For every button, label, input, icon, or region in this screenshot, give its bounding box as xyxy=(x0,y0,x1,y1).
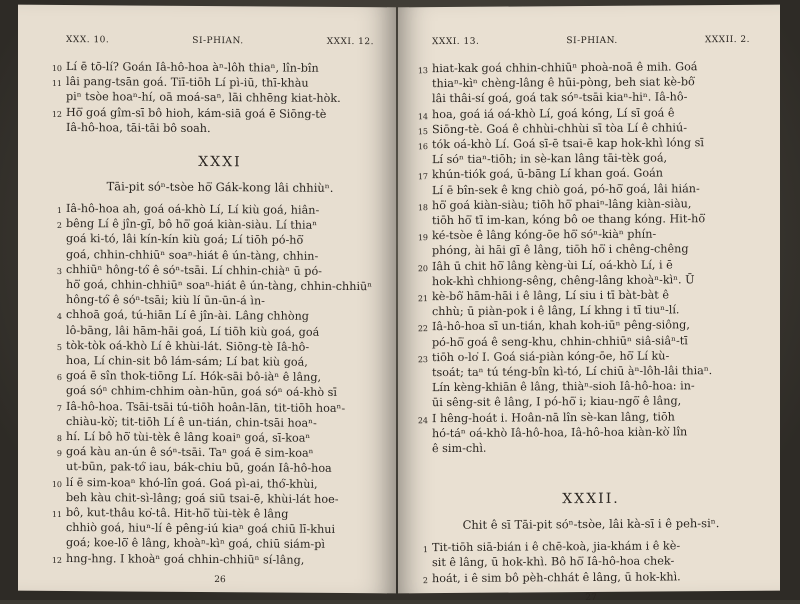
line-text: Iâ-hô-hoa ah, goá oá-khò Lí, Lí kiù goá, hiân- xyxy=(66,202,319,217)
verse-number: 1 xyxy=(50,203,62,218)
line-text: hó-táⁿ oá-khò Iâ-hô-hoa, Iâ-hô-hoa kiàn-kò͘ lîn xyxy=(432,425,687,440)
verse-number: 12 xyxy=(50,553,62,568)
line-text: tiōh o-lo͘ I. Goá siá-piàn kóng-ōe, hō͘ Lí kù- xyxy=(432,349,669,364)
verse-number: 10 xyxy=(50,477,62,492)
verse-number: 2 xyxy=(50,218,62,233)
line-text: lô-bāng, lâi hām-hāi goá, Lí tiōh kiù goá, goá xyxy=(66,324,319,339)
verse-number: 1 xyxy=(416,542,428,557)
line-text: Siōng-tè. Goá ê chhùi-chhùi sī tòa Lí ê chhiú- xyxy=(432,121,687,136)
left-top-verses xyxy=(66,59,374,137)
line-text: lâi thâi-sí goá, goá tak sóⁿ-tsāi kiaⁿ-hiⁿ. Iâ-hô- xyxy=(432,91,687,106)
line-text: beh kàu chit-sì-lâng; goá siū tsai-ē, khùi-lát hoe- xyxy=(66,491,339,506)
line-text: ūi sêng-sit ê lâng, I pó-hō͘ i; kiau-ngō͘ ê lâng, xyxy=(432,395,681,410)
verse-number: 6 xyxy=(50,370,62,385)
line-text: ké-tsòe ê lâng kóng-ōe hō͘ sóⁿ-kiàⁿ phín- xyxy=(432,228,656,243)
left-chapter-title: Tāi-pit sóⁿ-tsòe hō͘ Gák-kong lâi chhiùⁿ. xyxy=(66,179,374,195)
line-text: chhiūⁿ hông-tó͘ ê sóⁿ-tsāi. Lí chhin-chiàⁿ ū pó- xyxy=(66,263,322,278)
verse-number: 11 xyxy=(50,76,62,91)
line-text: hng-hng. I khoàⁿ goá chhin-chhiūⁿ sí-lâng, xyxy=(66,552,304,567)
line-text: bêng Lí ê jîn-gī, bô hō͘ goá kiàn-siàu. Lí thiaⁿ xyxy=(66,217,317,232)
verse-number: 5 xyxy=(50,340,62,355)
right-page xyxy=(398,5,780,594)
verse-number: 11 xyxy=(50,507,62,522)
line-text: tòk-tòk oá-khò Lí ê khùi-lát. Siōng-tè Iâ-hô- xyxy=(66,339,309,354)
line-text: Lí ē tō-lí? Goán Iâ-hô-hoa àⁿ-lôh thiaⁿ, lîn-bîn xyxy=(66,60,319,75)
verse-number: 9 xyxy=(50,446,62,461)
line-text: chhù; ū piàn-pok i ê lâng, Lí khng i tī tiuⁿ-lí. xyxy=(432,304,679,319)
line-text: sit ê lâng, ū hok-khì. Bô hō͘ Iâ-hô-hoa chek- xyxy=(432,555,674,570)
verse-number: 19 xyxy=(416,230,428,245)
verse-number: 18 xyxy=(416,200,428,215)
line-text: bô, kut-thâu ko͘-tâ. Hit-hō͘ tùi-tèk ê lâng xyxy=(66,506,288,521)
line-text: ê sim-chì. xyxy=(432,442,487,455)
line-text: hō͘ goá, chhin-chhiūⁿ soaⁿ-hiát ê ún-tàng, chhin-chhiūⁿ xyxy=(66,278,372,293)
verse-number: 2 xyxy=(416,573,428,588)
right-bottom-verses xyxy=(432,538,750,586)
left-header-left: XXX. 10. xyxy=(66,35,109,45)
left-verses xyxy=(66,201,374,568)
text-line xyxy=(66,120,374,137)
line-text: khún-tiók goá, ū-bāng Lí khan goá. Goán xyxy=(432,167,663,182)
right-folio: 27 xyxy=(432,592,750,604)
left-header-right: XXXI. 12. xyxy=(327,37,374,47)
verse-number: 12 xyxy=(50,107,62,122)
line-text: goá sóⁿ chhim-chhim oàn-hūn, goá sóⁿ oá-khò sī xyxy=(66,384,337,399)
right-header-center: SI-PHIAN. xyxy=(566,36,617,46)
line-text: hoa, Lí chin-sit bô lám-sám; Lí bat kiù goá, xyxy=(66,354,308,369)
line-text: Iâh ū chit hō͘ lâng kèng-ùi Lí, oá-khò Lí, i ē xyxy=(432,258,673,273)
line-text: goá ē sîn thok-tiōng Lí. Hók-sāi bô-iàⁿ ê lâng, xyxy=(66,369,321,384)
verse-number: 16 xyxy=(416,139,428,154)
line-text: hoa, goá iá oá-khò Lí, goá kóng, Lí sī goá ê xyxy=(432,106,675,121)
left-page xyxy=(18,5,396,594)
left-chapter-heading: XXXI xyxy=(66,153,374,171)
line-text: hoát, i ê sim bô pèh-chhát ê lâng, ū hok-khì. xyxy=(432,570,681,585)
verse-number: 23 xyxy=(416,352,428,367)
left-header-center: SI-PHIAN. xyxy=(192,36,243,46)
line-text: Tit-tiōh siā-bián i ê chē-koà, jia-khám i ê kè- xyxy=(432,540,680,555)
line-text: lí ē sim-koaⁿ khó-lîn goá. Goá pì-ai, thó͘-khùi, xyxy=(66,476,318,491)
line-text: hō͘ goá kiàn-siàu; tiōh hō͘ phaiⁿ-lâng kiàn-siàu, xyxy=(432,197,691,212)
line-text: phóng, ài hāi gī ê lâng, tiōh hō͘ i chêng-chêng xyxy=(432,243,689,258)
line-text: hok-khì chhiong-sêng, chêng-lâng khoàⁿ-kìⁿ. Ū xyxy=(432,273,695,288)
line-text: Iâ-hô-hoa sī un-tián, khah koh-iūⁿ pêng-siông, xyxy=(432,319,690,334)
line-text: thiaⁿ-kìⁿ chèng-lâng ê hūi-pòng, beh siat kè-bô͘ xyxy=(432,75,695,90)
line-text: Iâ-hô-hoa, tāi-tāi bô soah. xyxy=(66,121,211,135)
right-running-header xyxy=(432,35,750,47)
line-text: kè-bô͘ hām-hāi i ê lâng, Lí siu i tī bàt-bàt ê xyxy=(432,288,669,303)
verse-number: 14 xyxy=(416,109,428,124)
line-text: Lí ē bîn-sek ê kng chiò goá, pó-hō͘ goá, lâi hián- xyxy=(432,182,700,197)
verse-number: 8 xyxy=(50,431,62,446)
line-text: goá; koe-lō͘ ê lâng, khoàⁿ-kìⁿ goá, chiū siám-pì xyxy=(66,537,325,552)
right-header-left: XXXI. 13. xyxy=(432,37,479,47)
line-text: Hō͘ goá gîm-sī bô hioh, kám-siā goá ē Siōng-tè xyxy=(66,106,326,121)
right-verses xyxy=(432,59,750,457)
line-text: goá ki-tó, lâi kín-kín kiù goá; Lí tiōh pó-hō͘ xyxy=(66,232,303,247)
line-text: Lí sóⁿ tiaⁿ-tiōh; in sè-kan lâng tāi-tèk goá, xyxy=(432,152,667,167)
right-chapter-heading: XXXII. xyxy=(432,490,750,508)
verse-number: 22 xyxy=(416,322,428,337)
verse-number: 21 xyxy=(416,291,428,306)
line-text: piⁿ tsòe hoaⁿ-hí, oā moá-saⁿ, lāi chhēng kiat-hòk. xyxy=(66,90,341,105)
line-text: hí. Lí bô hō͘ tùi-tèk ê lâng koaiⁿ goá, sī-koaⁿ xyxy=(66,430,310,445)
left-folio: 26 xyxy=(66,574,374,586)
line-text: hông-tó͘ ê sóⁿ-tsāi; kiù lí ūn-ūn-á ìn- xyxy=(66,293,265,307)
verse-number: 20 xyxy=(416,261,428,276)
right-chapter-title: Chit ê sī Tāi-pit sóⁿ-tsòe, lâi kà-sī i ê peh-siⁿ. xyxy=(432,516,750,532)
line-text: chhoā goá, tú-hiān Lí ê jîn-ài. Lâng chhòng xyxy=(66,308,309,323)
text-line xyxy=(432,439,750,456)
left-running-header xyxy=(66,35,374,47)
line-text: tsoát; taⁿ tú téng-bîn kì-tó, Lí chiū àⁿ-lôh-lâi thiaⁿ. xyxy=(432,364,712,379)
line-text: goá kàu an-ún ê sóⁿ-tsāi. Taⁿ goá ē sim-koaⁿ xyxy=(66,445,314,460)
line-text: I hêng-hoát i. Hoân-nā lîn sè-kan lâng, tiōh xyxy=(432,410,675,425)
verse-number: 24 xyxy=(416,413,428,428)
verse-number: 10 xyxy=(50,61,62,76)
line-text: chhiò goá, hiuⁿ-lí ê pêng-iú kiaⁿ goá chiū lī-khui xyxy=(66,521,335,536)
verse-number: 13 xyxy=(416,63,428,78)
line-text: tók oá-khò Lí. Goá sī-ē tsai-ē kap hok-khì lóng sī xyxy=(432,136,704,151)
text-line xyxy=(432,569,750,586)
verse-number: 15 xyxy=(416,124,428,139)
line-text: ut-būn, pak-tó͘ iau, bák-chiu bū, goán Iâ-hô-hoa xyxy=(66,460,332,475)
line-text: Iâ-hô-hoa. Tsāi-tsāi tú-tiōh hoân-lān, tit-tiōh hoaⁿ- xyxy=(66,400,345,415)
line-text: goá, chhin-chhiūⁿ soaⁿ-hiát ê ún-tàng, chhin- xyxy=(66,248,318,263)
verse-number: 7 xyxy=(50,401,62,416)
line-text: pó-hō͘ goá ê seng-khu, chhin-chhiūⁿ siâ-siâⁿ-tī xyxy=(432,334,688,349)
right-header-right: XXXII. 2. xyxy=(705,35,750,45)
verse-number: 4 xyxy=(50,309,62,324)
line-text: tiōh hō͘ tī im-kan, kóng bô oe thang kóng. Hit-hō͘ xyxy=(432,212,705,227)
text-line xyxy=(66,551,374,568)
line-text: lâi pang-tsān goá. Tiī-tiōh Lí pì-iū, thī-khàu xyxy=(66,75,309,90)
line-text: chiàu-kò͘; tit-tiōh Lí ê un-tián, chin-tsāi hoaⁿ- xyxy=(66,415,317,430)
verse-number: 3 xyxy=(50,264,62,279)
line-text: Lín kèng-khiān ê lâng, thiàⁿ-sioh Iâ-hô-hoa: in- xyxy=(432,380,695,395)
verse-number: 17 xyxy=(416,170,428,185)
line-text: hiat-kak goá chhin-chhiūⁿ phoà-noā ê mih. Goá xyxy=(432,60,697,75)
